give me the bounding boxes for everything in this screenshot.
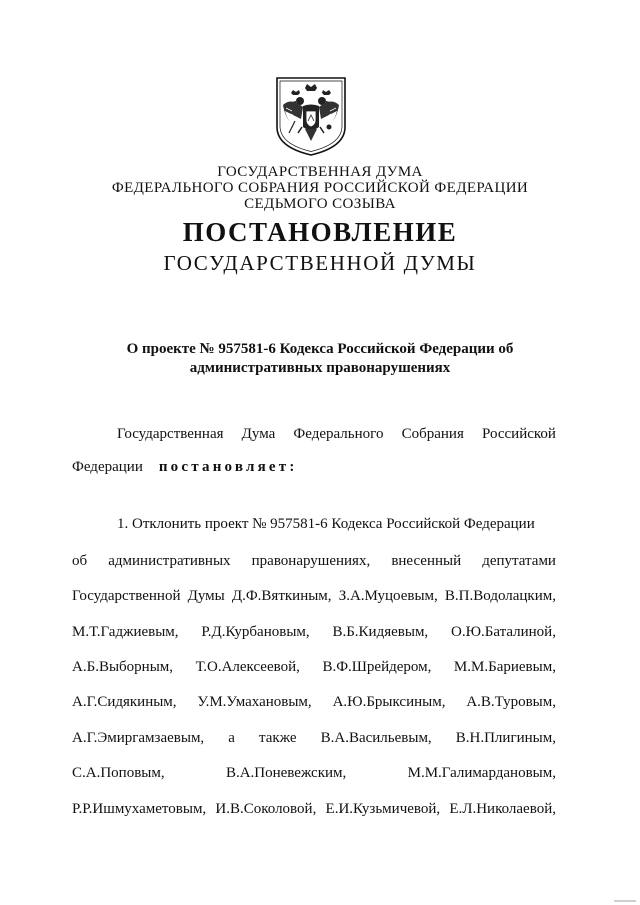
item1-line xyxy=(72,552,556,570)
preamble-line-2 xyxy=(72,458,556,476)
item1-word: Е.И.Кузьмичевой, xyxy=(325,801,441,817)
subject-line-2: административных правонарушениях xyxy=(189,360,451,376)
header-line-2: ФЕДЕРАЛЬНОГО СОБРАНИЯ РОССИЙСКОЙ ФЕДЕРАЦИИ xyxy=(111,180,529,196)
item1-word: В.П.Водолацким, xyxy=(444,588,556,604)
item1-word: Думы xyxy=(187,588,225,604)
item1-word: А.Г.Сидякиным, xyxy=(72,694,177,710)
item1-word: В.А.Васильевым, xyxy=(320,730,432,746)
item1-word: Е.Л.Николаевой, xyxy=(449,801,556,817)
preamble-word: Собрания xyxy=(401,426,464,442)
item1-word: У.М.Умахановым, xyxy=(197,694,312,710)
document-title: ПОСТАНОВЛЕНИЕ xyxy=(182,217,458,247)
item1-line xyxy=(72,764,556,782)
header-line-3: СЕДЬМОГО СОЗЫВА xyxy=(244,196,396,212)
item1-line-1: 1. Отклонить проект № 957581-6 Кодекса Российской Федерации xyxy=(117,516,535,532)
document-subject xyxy=(100,340,540,378)
item1-word: Государственной xyxy=(72,588,181,604)
item1-word: С.А.Поповым, xyxy=(72,765,165,781)
item1-word: административных xyxy=(108,553,231,569)
item1-word: об xyxy=(72,553,88,569)
item1-word: Р.Д.Курбановым, xyxy=(201,624,310,640)
preamble-word: Государственная xyxy=(117,426,224,442)
item1-word: В.А.Поневежским, xyxy=(225,765,347,781)
item1-word: также xyxy=(259,730,297,746)
preamble-word: Федерального xyxy=(293,426,384,442)
item1-line xyxy=(72,587,556,605)
item1-word: О.Ю.Баталиной, xyxy=(450,624,556,640)
item1-word: а xyxy=(228,730,235,746)
item1-word: М.Т.Гаджиевым, xyxy=(72,624,179,640)
item1-line xyxy=(72,693,556,711)
item1-line xyxy=(72,623,556,641)
item1-word: правонарушениях, xyxy=(251,553,371,569)
item1-word: В.Ф.Шрейдером, xyxy=(322,659,432,675)
header-line-1: ГОСУДАРСТВЕННАЯ ДУМА xyxy=(217,164,423,180)
coat-of-arms-icon xyxy=(273,75,349,157)
item1-word: депутатами xyxy=(482,553,556,569)
item1-word: И.В.Соколовой, xyxy=(215,801,317,817)
preamble-word: Дума xyxy=(241,426,276,442)
item1-line xyxy=(72,658,556,676)
item1-word: внесенный xyxy=(391,553,462,569)
item1-word: З.А.Муцоевым, xyxy=(338,588,438,604)
preamble-word: Российской xyxy=(482,426,556,442)
preamble-line-1 xyxy=(72,425,556,443)
subject-line-1: О проекте № 957581-6 Кодекса Российской Федерации об xyxy=(126,341,514,357)
item1-word: М.М.Галимардановым, xyxy=(407,765,556,781)
item1-word: Д.Ф.Вяткиным, xyxy=(231,588,332,604)
document-subtitle: ГОСУДАРСТВЕННОЙ ДУМЫ xyxy=(163,251,477,275)
preamble-verb: постановляет: xyxy=(158,459,298,475)
preamble-start: Федерации xyxy=(72,459,143,475)
item1-word: Т.О.Алексеевой, xyxy=(195,659,300,675)
scan-artifact xyxy=(614,900,636,902)
item1-word: А.Б.Выборным, xyxy=(72,659,174,675)
item1-word: А.В.Туровым, xyxy=(466,694,556,710)
item1-word: М.М.Бариевым, xyxy=(453,659,556,675)
item1-word: А.Ю.Брыксиным, xyxy=(332,694,446,710)
item1-word: А.Г.Эмиргамзаевым, xyxy=(72,730,205,746)
item1-word: В.Н.Плигиным, xyxy=(455,730,556,746)
item1-word: Р.Р.Ишмухаметовым, xyxy=(72,801,207,817)
item1-line xyxy=(72,729,556,747)
item1-line xyxy=(72,800,556,818)
item1-word: В.Б.Кидяевым, xyxy=(332,624,429,640)
